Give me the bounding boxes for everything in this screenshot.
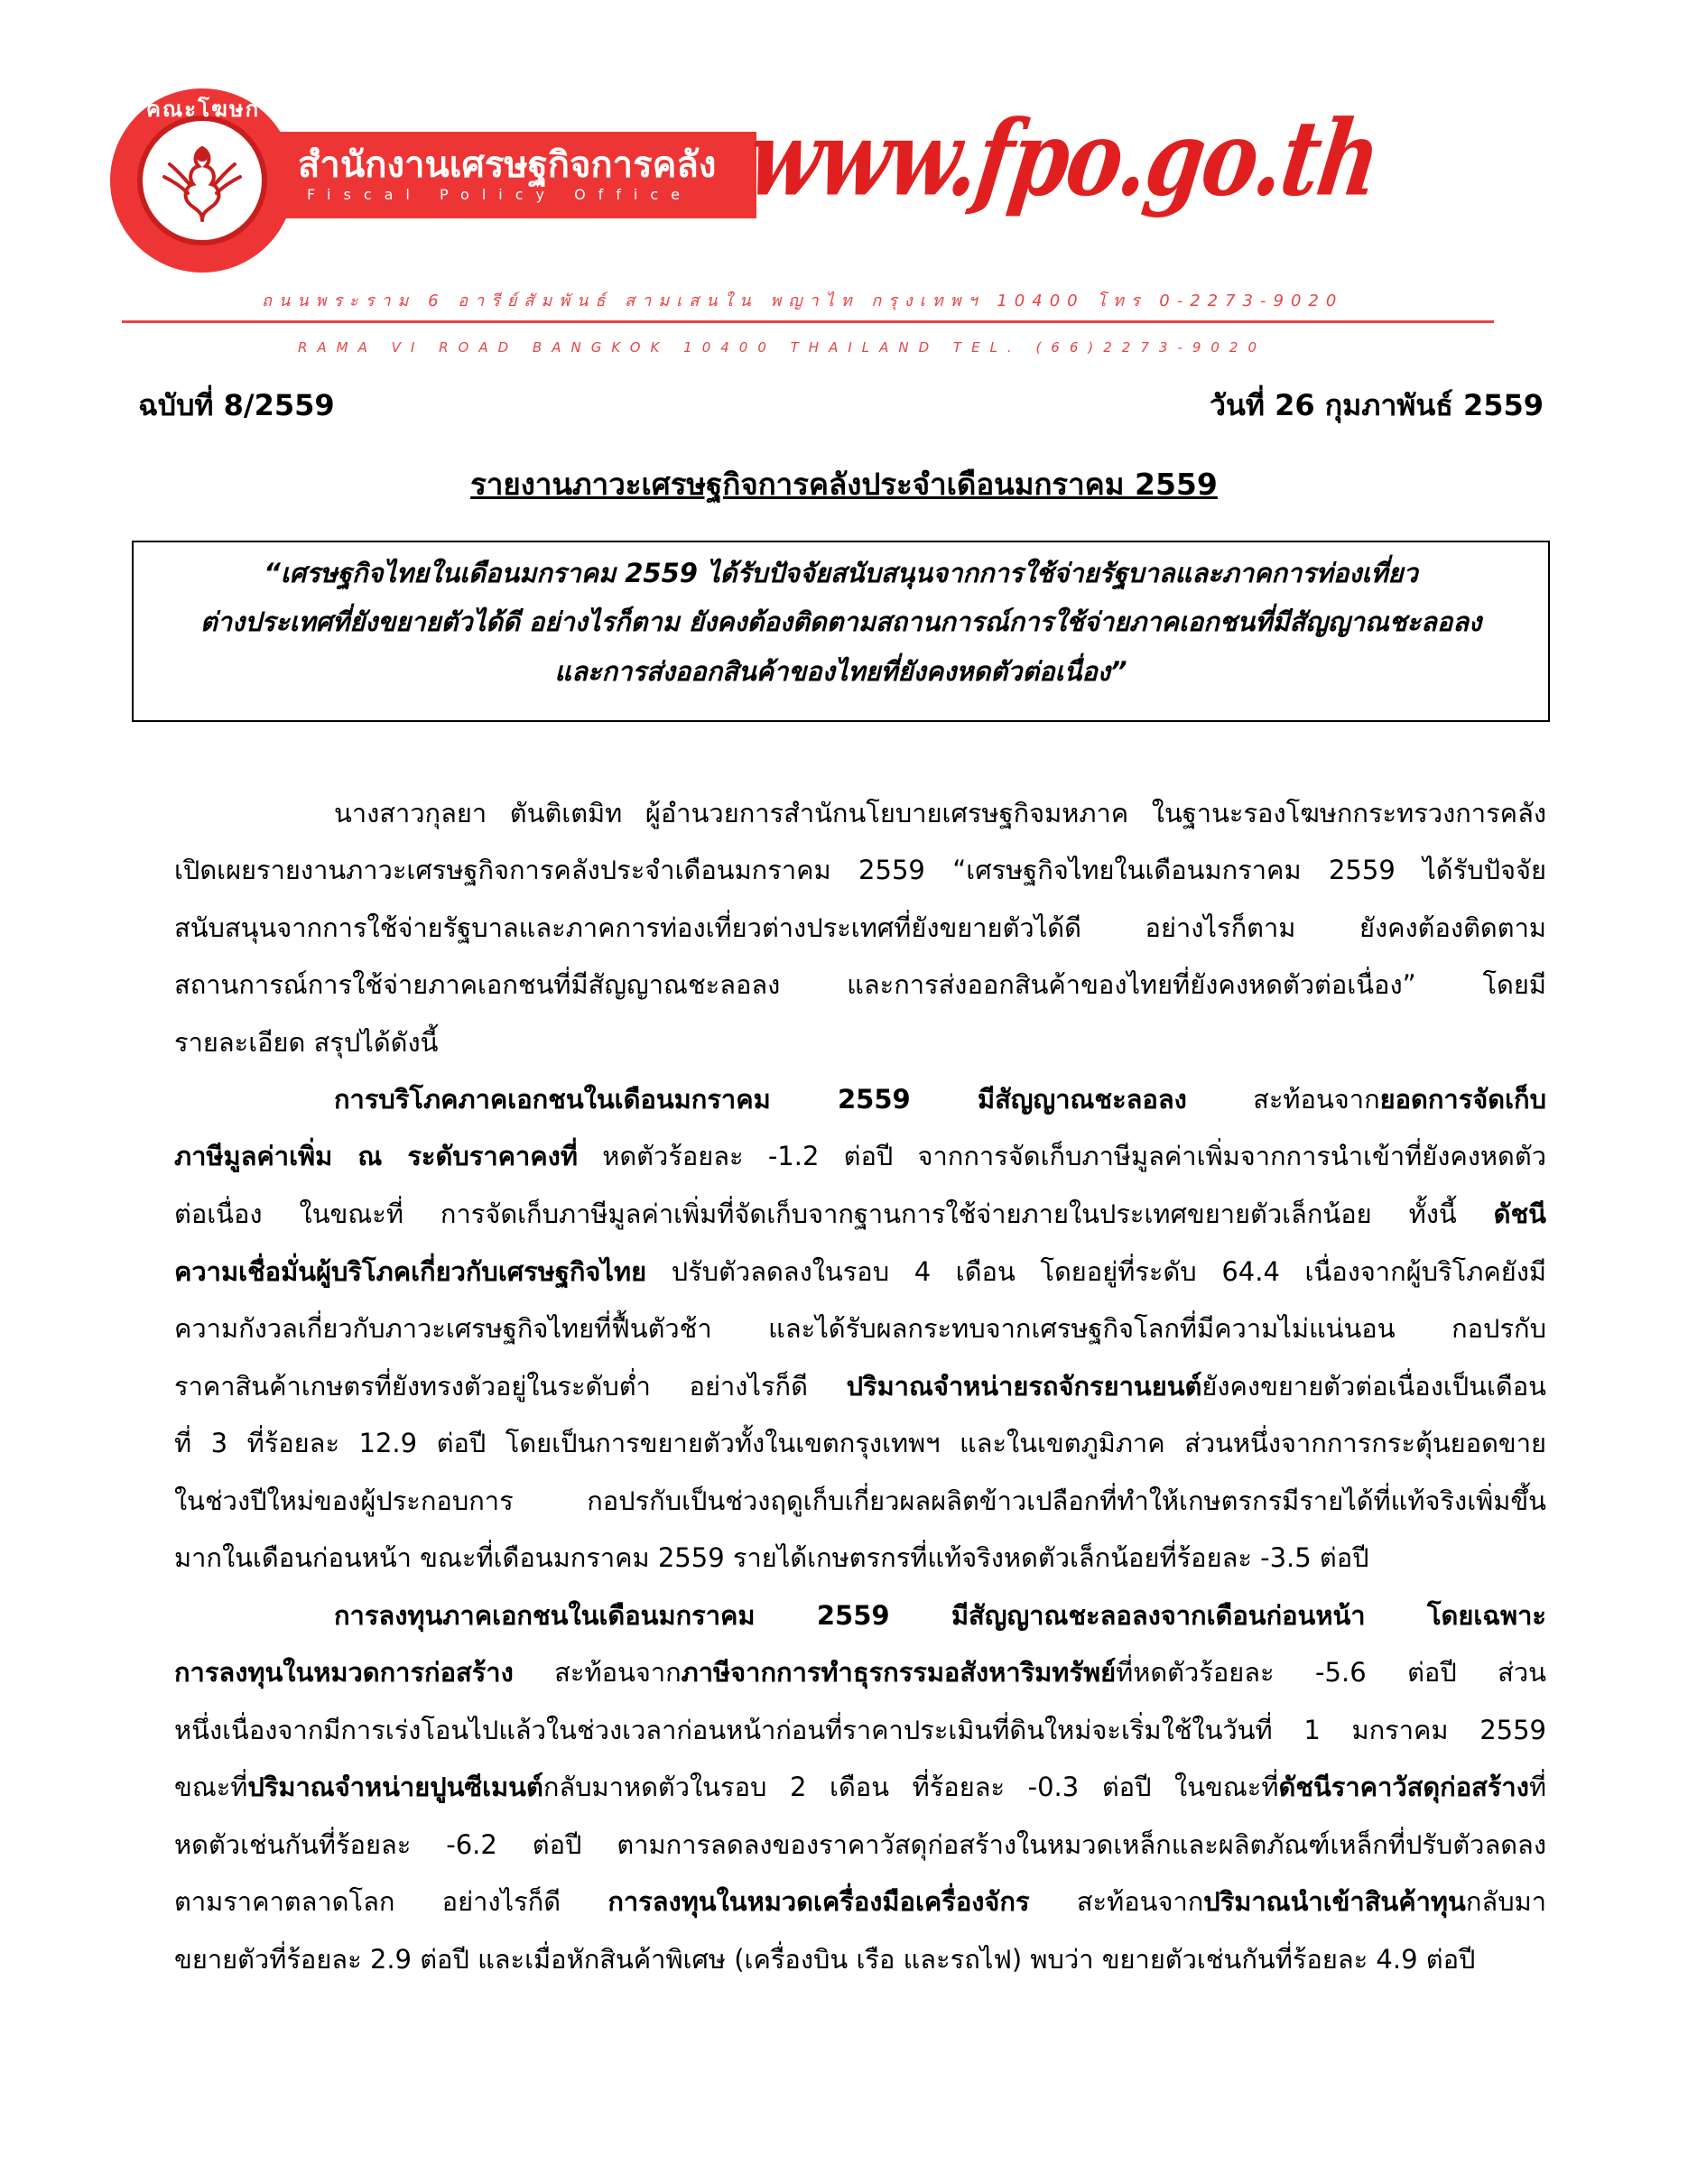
bold-phrase: ปริมาณจำหน่ายปูนซีเมนต์ xyxy=(247,1772,543,1802)
bold-phrase: การลงทุนภาคเอกชนในเดือนมกราคม 2559 มีสัญญาณชะลอลงจากเดือนก่อนหน้า โดยเฉพาะ xyxy=(334,1600,1546,1631)
body-line xyxy=(174,1251,1546,1292)
body-line: รายละเอียด สรุปได้ดังนี้ xyxy=(174,1027,439,1058)
body-line: มากในเดือนก่อนหน้า ขณะที่เดือนมกราคม 2559 รายได้เกษตรกรที่แท้จริงหดตัวเล็กน้อยที่ร้อยละ -3.5 ต่อปี xyxy=(174,1542,1369,1573)
bold-phrase: ภาษีจากการทำธุรกรรมอสังหาริมทรัพย์ xyxy=(681,1657,1117,1688)
body-line: ในช่วงปีใหม่ของผู้ประกอบการ กอปรกับเป็นช่วงฤดูเก็บเกี่ยวผลผลิตข้าวเปลือกที่ทำให้เกษตรกรมีรายได้ที่แท้จริงเพิ่มขึ้น xyxy=(174,1485,1546,1516)
bold-phrase: ปริมาณนำเข้าสินค้าทุน xyxy=(1203,1886,1466,1917)
issue-number: ฉบับที่ 8/2559 xyxy=(138,388,335,422)
bold-phrase: ดัชนี xyxy=(1493,1198,1546,1229)
text-run: ต่อเนื่อง ในขณะที่ การจัดเก็บภาษีมูลค่าเพิ่มที่จัดเก็บจากฐานการใช้จ่ายภายในประเทศขยายตัวเล็กน้อย ทั้งนี้ xyxy=(174,1198,1494,1229)
text-run: กลับมาหดตัวในรอบ 2 เดือน ที่ร้อยละ -0.3 ต่อปี ในขณะที่ xyxy=(543,1772,1279,1802)
body-line: หนึ่งเนื่องจากมีการเร่งโอนไปแล้วในช่วงเวลาก่อนหน้าก่อนที่ราคาประเมินที่ดินใหม่จะเริ่มใช้ในวันที่ 1 มกราคม 2559 xyxy=(174,1715,1546,1745)
body-line xyxy=(174,1652,1546,1693)
header-divider xyxy=(122,320,1494,323)
bold-phrase: ความเชื่อมั่นผู้บริโภคเกี่ยวกับเศรษฐกิจไทย xyxy=(174,1256,647,1287)
quote-line: และการส่งออกสินค้าของไทยที่ยังคงหดตัวต่อเนื่อง” xyxy=(554,656,1127,687)
body-line: ความกังวลเกี่ยวกับภาวะเศรษฐกิจไทยที่ฟื้นตัวช้า และได้รับผลกระทบจากเศรษฐกิจโลกที่มีความไม่แน่นอน กอปรกับ xyxy=(174,1313,1546,1344)
quote-line: “เศรษฐกิจไทยในเดือนมกราคม 2559 ได้รับปัจจัยสนับสนุนจากการใช้จ่ายรัฐบาลและภาคการท่องเที่ยว xyxy=(264,558,1418,588)
issue-date: วันที่ 26 กุมภาพันธ์ 2559 xyxy=(1210,388,1544,422)
text-run: ปรับตัวลดลงในรอบ 4 เดือน โดยอยู่ที่ระดับ 64.4 เนื่องจากผู้บริโภคยังมี xyxy=(646,1256,1546,1287)
text-run: สะท้อนจาก xyxy=(513,1657,682,1688)
address-th: ถนนพระราม 6 อารีย์สัมพันธ์ สามเสนใน พญาไท กรุงเทพฯ 10400 โทร 0-2273-9020 xyxy=(262,292,1344,310)
body-line xyxy=(334,1595,1546,1636)
office-name-th: สำนักงานเศรษฐกิจการคลัง xyxy=(298,144,717,186)
body-line: ที่ 3 ที่ร้อยละ 12.9 ต่อปี โดยเป็นการขยายตัวทั้งในเขตกรุงเทพฯ และในเขตภูมิภาค ส่วนหนึ่งจากการกระตุ้นยอดขาย xyxy=(174,1428,1546,1458)
address-en: RAMA VI ROAD BANGKOK 10400 THAILAND TEL. (66)2273-9020 xyxy=(298,339,1267,356)
page-title: รายงานภาวะเศรษฐกิจการคลังประจำเดือนมกราคม 2559 xyxy=(470,467,1218,502)
text-run: ราคาสินค้าเกษตรที่ยังทรงตัวอยู่ในระดับต่ำ อย่างไรก็ดี xyxy=(174,1371,847,1402)
text-run: ที่หดตัวร้อยละ -5.6 ต่อปี ส่วน xyxy=(1116,1657,1546,1688)
bold-phrase: ภาษีมูลค่าเพิ่ม ณ ระดับราคาคงที่ xyxy=(174,1141,578,1171)
body-line: สนับสนุนจากการใช้จ่ายรัฐบาลและภาคการท่องเที่ยวต่างประเทศที่ยังขยายตัวได้ดี อย่างไรก็ตาม ยังคงต้องติดตาม xyxy=(174,912,1546,943)
garuda-emblem-icon xyxy=(137,116,267,245)
body-line xyxy=(174,1193,1546,1235)
office-name-en: Fiscal Policy Office xyxy=(307,186,693,203)
bold-phrase: ดัชนีราคาวัสดุก่อสร้าง xyxy=(1278,1772,1529,1802)
body-line xyxy=(174,1766,1546,1808)
bold-phrase: การลงทุนในหมวดการก่อสร้าง xyxy=(174,1657,514,1688)
text-run: ที่ xyxy=(1528,1772,1546,1802)
bold-phrase: ยอดการจัดเก็บ xyxy=(1379,1084,1546,1115)
body-line: เปิดเผยรายงานภาวะเศรษฐกิจการคลังประจำเดือนมกราคม 2559 “เศรษฐกิจไทยในเดือนมกราคม 2559 ได้รับปัจจัย xyxy=(174,855,1546,885)
body-line: ขยายตัวที่ร้อยละ 2.9 ต่อปี และเมื่อหักสินค้าพิเศษ (เครื่องบิน เรือ และรถไฟ) พบว่า ขยายตัวเช่นกันที่ร้อยละ 4.9 ต่อปี xyxy=(174,1944,1476,1975)
logo-text: คณะโฆษก xyxy=(145,97,261,122)
text-run: ยังคงขยายตัวต่อเนื่องเป็นเดือน xyxy=(1201,1371,1546,1402)
body-line xyxy=(174,1365,1546,1407)
website-url[interactable]: www.fpo.go.th xyxy=(741,97,1387,219)
bold-phrase: การลงทุนในหมวดเครื่องมือเครื่องจักร xyxy=(607,1886,1030,1917)
body-line: สถานการณ์การใช้จ่ายภาคเอกชนที่มีสัญญาณชะลอลง และการส่งออกสินค้าของไทยที่ยังคงหดตัวต่อเนื่อง” โดยมี xyxy=(174,969,1546,1000)
bold-phrase: ปริมาณจำหน่ายรถจักรยานยนต์ xyxy=(846,1371,1202,1402)
bold-phrase: การบริโภคภาคเอกชนในเดือนมกราคม 2559 มีสัญญาณชะลอลง xyxy=(334,1084,1187,1115)
body-line xyxy=(174,1135,1546,1177)
body-line xyxy=(334,1078,1546,1120)
text-run: สะท้อนจาก xyxy=(1186,1084,1380,1115)
text-run: หดตัวร้อยละ -1.2 ต่อปี จากการจัดเก็บภาษีมูลค่าเพิ่มจากการนำเข้าที่ยังคงหดตัว xyxy=(577,1141,1546,1171)
body-line: นางสาวกุลยา ตันติเตมิท ผู้อำนวยการสำนักนโยบายเศรษฐกิจมหภาค ในฐานะรองโฆษกกระทรวงการคลัง xyxy=(334,798,1546,828)
text-run: ขณะที่ xyxy=(174,1772,248,1802)
text-run: ตามราคาตลาดโลก อย่างไรก็ดี xyxy=(174,1886,608,1917)
text-run: สะท้อนจาก xyxy=(1029,1886,1204,1917)
body-line xyxy=(174,1881,1546,1922)
body-line: หดตัวเช่นกันที่ร้อยละ -6.2 ต่อปี ตามการลดลงของราคาวัสดุก่อสร้างในหมวดเหล็กและผลิตภัณฑ์เหล็กที่ปรับตัวลดลง xyxy=(174,1829,1546,1860)
quote-line: ต่างประเทศที่ยังขยายตัวได้ดี อย่างไรก็ตาม ยังคงต้องติดตามสถานการณ์การใช้จ่ายภาคเอกชนที่มีสัญญาณชะลอลง xyxy=(199,606,1482,637)
text-run: กลับมา xyxy=(1465,1886,1547,1917)
